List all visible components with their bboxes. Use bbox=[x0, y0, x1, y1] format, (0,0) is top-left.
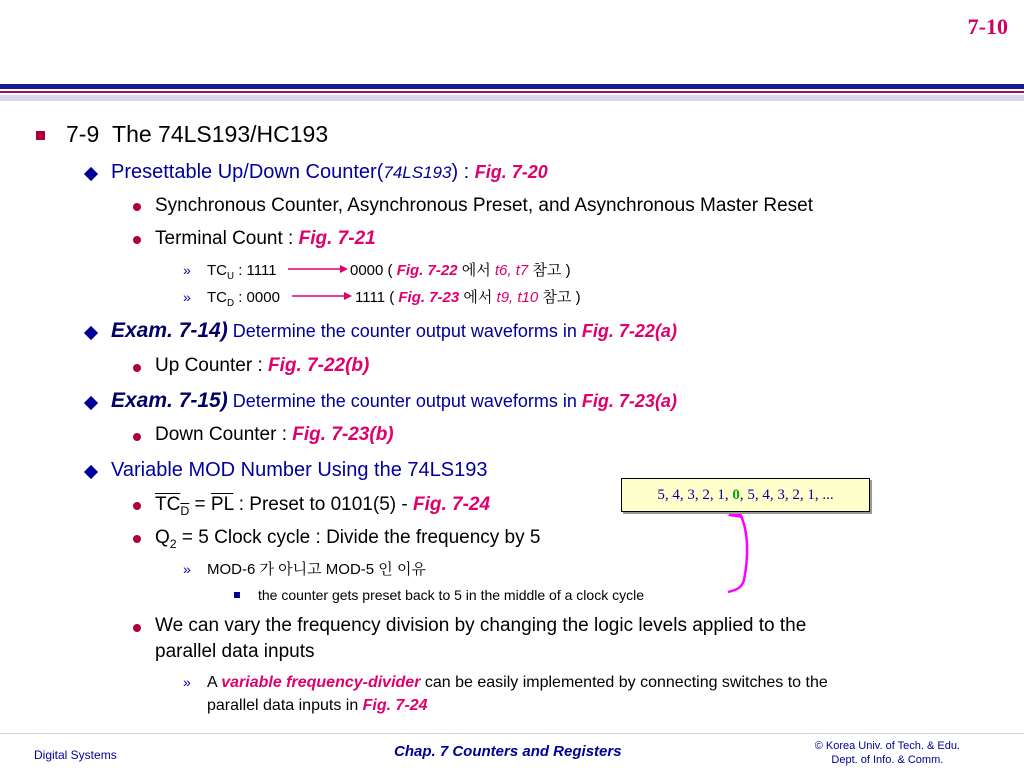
footer-copyright-2: Dept. of Info. & Comm. bbox=[831, 754, 944, 767]
bullet-text: can be easily implemented by connecting switches to the bbox=[420, 674, 828, 691]
footer-chapter: Chap. 7 Counters and Registers bbox=[394, 743, 622, 760]
bullet-diamond bbox=[84, 167, 98, 181]
bullet-terminal-count bbox=[155, 228, 376, 251]
bullet-sync-counter: Synchronous Counter, Asynchronous Preset, and Asynchronous Master Reset bbox=[155, 195, 813, 216]
korean-text: 에서 bbox=[457, 262, 495, 279]
footer-rule bbox=[0, 733, 1024, 734]
divider-line-1 bbox=[207, 673, 828, 692]
bullet-text: Terminal Count : bbox=[155, 228, 299, 249]
footer-course: Digital Systems bbox=[34, 748, 117, 762]
tc-down-result bbox=[355, 289, 581, 307]
tc-from: : 0000 bbox=[234, 289, 280, 306]
fig-reference: Fig. 7-20 bbox=[474, 162, 548, 182]
exam-text: Determine the counter output waveforms in bbox=[227, 321, 582, 341]
exam-text: Determine the counter output waveforms in bbox=[227, 391, 582, 411]
slide-title bbox=[66, 121, 328, 149]
preset-explanation: the counter gets preset back to 5 in the middle of a clock cycle bbox=[258, 587, 644, 603]
q-label: Q bbox=[155, 527, 170, 548]
bullet-dot bbox=[133, 535, 141, 543]
tc-to: 0000 ( bbox=[350, 262, 397, 279]
tc-up-line bbox=[207, 262, 277, 283]
tc-d-overline bbox=[155, 494, 190, 518]
fig-reference: Fig. 7-24 bbox=[412, 494, 491, 515]
section-text: Presettable Up/Down Counter( bbox=[111, 161, 384, 183]
bullet-text: : Preset to 0101(5) - bbox=[233, 494, 413, 515]
arrow-right-icon bbox=[288, 262, 348, 276]
bullet-dot bbox=[133, 502, 141, 510]
fig-reference: Fig. 7-22(b) bbox=[268, 355, 370, 376]
tc-sub: D bbox=[227, 298, 235, 309]
article: A bbox=[207, 674, 222, 691]
korean-text: 참고 ) bbox=[538, 289, 581, 306]
divider-line-2 bbox=[207, 696, 428, 715]
korean-text: 에서 bbox=[459, 289, 497, 306]
exam-label: Exam. 7-14) bbox=[111, 319, 228, 342]
bullet-dot bbox=[133, 433, 141, 441]
raquo-marker: » bbox=[183, 262, 191, 278]
bullet-text: Up Counter : bbox=[155, 355, 268, 376]
bullet-text: = 5 Clock cycle : Divide the frequency by 5 bbox=[176, 527, 541, 548]
fig-reference: Fig. 7-23(b) bbox=[292, 424, 394, 445]
tc-to: 1111 ( bbox=[355, 289, 399, 306]
callout-seq: , 5, 4, 3, 2, 1, ... bbox=[739, 487, 834, 503]
footer-copyright bbox=[815, 739, 960, 768]
bullet-dot bbox=[133, 203, 141, 211]
header-rule-red bbox=[0, 91, 1024, 93]
tc-label: TC bbox=[155, 494, 181, 515]
title-text: The 74LS193/HC193 bbox=[112, 121, 329, 147]
bullet-vary-frequency-2: parallel data inputs bbox=[155, 641, 315, 662]
fig-reference: Fig. 7-24 bbox=[362, 697, 428, 714]
part-number: 74LS193 bbox=[383, 163, 452, 182]
bullet-diamond bbox=[84, 396, 98, 410]
header-rule-blue bbox=[0, 84, 1024, 89]
bullet-preset bbox=[155, 494, 490, 519]
bullet-small-square bbox=[234, 592, 240, 598]
raquo-marker: » bbox=[183, 289, 191, 305]
arrow-right-icon bbox=[292, 289, 352, 303]
pl-label: $\overline{PL}$ bbox=[210, 494, 234, 515]
fig-reference: Fig. 7-21 bbox=[298, 228, 376, 249]
fig-reference: Fig. 7-22 bbox=[396, 262, 458, 279]
tc-sub: U bbox=[227, 271, 235, 282]
bullet-up-counter bbox=[155, 355, 369, 378]
raquo-marker: » bbox=[183, 561, 191, 577]
equals: = bbox=[189, 494, 211, 515]
raquo-marker: » bbox=[183, 674, 191, 690]
section-variable-mod: Variable MOD Number Using the 74LS193 bbox=[111, 459, 488, 481]
bullet-vary-frequency-1: We can vary the frequency division by changing the logic levels applied to the bbox=[155, 615, 807, 636]
time-ref: t9, t10 bbox=[496, 289, 539, 306]
tc-down-line bbox=[207, 289, 280, 310]
tc-label: TC bbox=[207, 262, 227, 279]
time-ref: t6, t7 bbox=[494, 262, 529, 279]
tc-up-result bbox=[350, 262, 571, 280]
bullet-diamond bbox=[84, 465, 98, 479]
page-number: 7-10 bbox=[967, 14, 1008, 39]
fig-reference: Fig. 7-23(a) bbox=[581, 391, 677, 411]
emphasis: variable frequency-divider bbox=[221, 674, 421, 691]
countdown-callout bbox=[621, 478, 870, 512]
q-sub: 2 bbox=[169, 536, 177, 551]
section-presettable bbox=[111, 160, 548, 184]
section-text-close: ) : bbox=[451, 161, 475, 183]
section-exam-7-15 bbox=[111, 388, 677, 413]
fig-reference: Fig. 7-23 bbox=[398, 289, 460, 306]
callout-pointer-arrow bbox=[720, 500, 780, 600]
bullet-down-counter bbox=[155, 424, 394, 447]
bullet-dot bbox=[133, 364, 141, 372]
tc-from: : 1111 bbox=[234, 262, 277, 279]
fig-reference: Fig. 7-22(a) bbox=[581, 321, 677, 341]
bullet-diamond bbox=[84, 326, 98, 340]
section-exam-7-14 bbox=[111, 318, 677, 343]
bullet-q2 bbox=[155, 527, 540, 552]
bullet-text: Down Counter : bbox=[155, 424, 293, 445]
callout-zero: 0 bbox=[732, 487, 740, 503]
bullet-square bbox=[36, 131, 45, 140]
tc-label: TC bbox=[207, 289, 227, 306]
bullet-dot bbox=[133, 236, 141, 244]
header-rule-gray bbox=[0, 95, 1024, 101]
mod5-reason: MOD-6 가 아니고 MOD-5 인 이유 bbox=[207, 561, 426, 578]
footer-copyright-1: © Korea Univ. of Tech. & Edu. bbox=[814, 740, 960, 752]
korean-text: 참고 ) bbox=[528, 262, 571, 279]
exam-label: Exam. 7-15) bbox=[111, 389, 228, 412]
bullet-text: parallel data inputs in bbox=[207, 697, 363, 714]
bullet-dot bbox=[133, 624, 141, 632]
title-prefix: 7-9 bbox=[66, 121, 100, 147]
tc-sub: D bbox=[180, 503, 190, 518]
callout-seq: 5, 4, 3, 2, 1, bbox=[657, 487, 733, 503]
